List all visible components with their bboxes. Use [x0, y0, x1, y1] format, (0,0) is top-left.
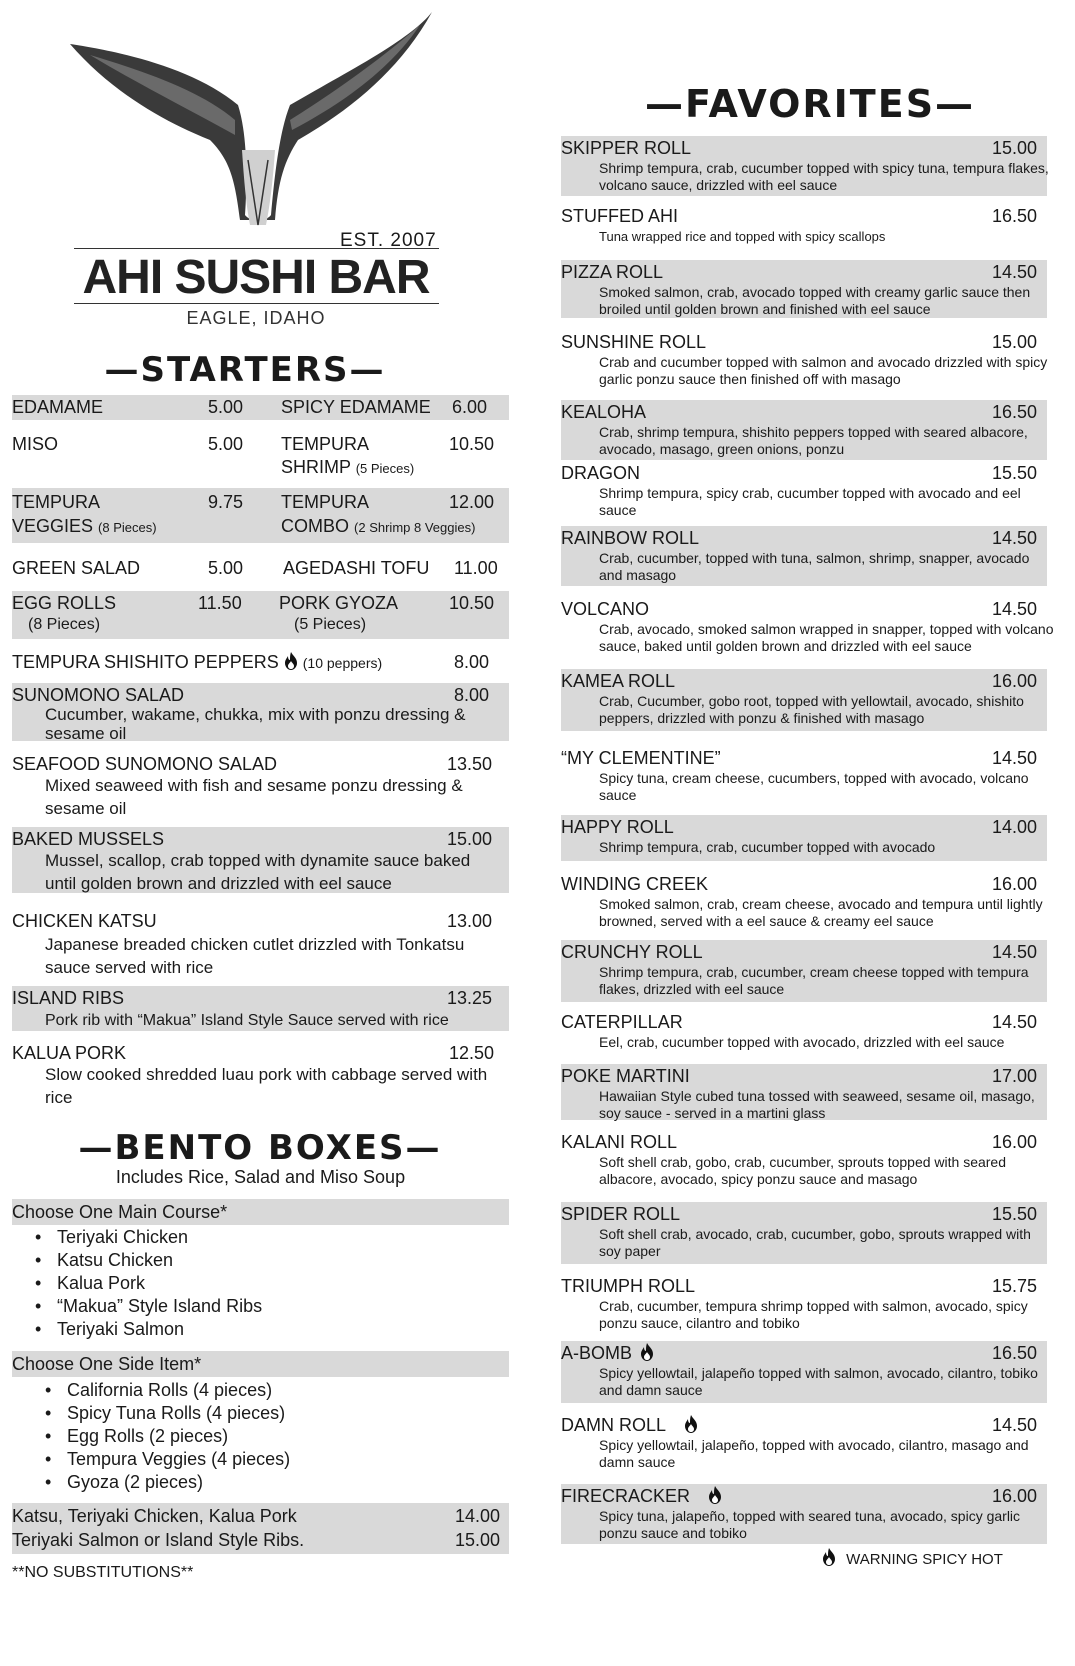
favorite-name [561, 599, 649, 620]
kalua-pork-desc: Slow cooked shredded luau pork with cabbage served with rice [45, 1065, 488, 1107]
bento-side-header [12, 1351, 509, 1377]
favorite-name [561, 1486, 722, 1507]
main-course-item: • Teriyaki Salmon [57, 1319, 184, 1340]
starter-row-tempura-veggies [12, 488, 509, 543]
main-course-header: Choose One Main Course* [12, 1202, 228, 1222]
favorite-item [561, 136, 1047, 196]
baked-mussels-name: BAKED MUSSELS [12, 829, 165, 849]
bento-price-label: Katsu, Teriyaki Chicken, Kalua Pork [12, 1506, 297, 1526]
restaurant-name: AHI SUSHI BAR [82, 251, 430, 304]
miso-price: 5.00 [208, 434, 244, 454]
baked-mussels-desc: Mussel, scallop, crab topped with dynamite sauce baked until golden brown and drizzled with eel sauce [45, 851, 471, 893]
favorite-name [561, 402, 646, 423]
starter-row-edamame [12, 395, 509, 420]
sunomono-name: SUNOMONO SALAD [12, 685, 185, 705]
favorite-item [561, 204, 1047, 248]
starter-row-chicken-katsu [12, 909, 509, 977]
kalua-pork-price: 12.50 [449, 1043, 495, 1063]
tempura-shrimp-note: (5 Pieces) [355, 461, 415, 476]
favorite-desc: Smoked salmon, crab, avocado topped with creamy garlic sauce then broiled until golden brown and finished with eel sauce [599, 284, 1031, 317]
starter-row-seafood-sunomono [12, 752, 509, 820]
sunomono-desc: Cucumber, wakame, chukka, mix with ponzu dressing & sesame oil [45, 705, 466, 743]
tempura-shrimp-name-2 [281, 457, 414, 478]
starters-heading: —STARTERS— [104, 350, 386, 390]
favorite-name [561, 1204, 680, 1225]
favorite-item [561, 872, 1047, 930]
pork-gyoza-name: PORK GYOZA [279, 593, 399, 613]
favorite-desc: Soft shell crab, avocado, crab, cucumber, gobo, sprouts wrapped with soy paper [599, 1226, 1031, 1259]
side-item: • Egg Rolls (2 pieces) [67, 1426, 228, 1447]
favorite-desc: Crab, cucumber, tempura shrimp topped with salmon, avocado, spicy ponzu sauce, cilantro and tobiko [599, 1298, 1028, 1331]
favorite-name [561, 262, 663, 283]
favorite-desc: Crab, shrimp tempura, shishito peppers topped with seared albacore, avocado, masago, green onions, ponzu [599, 424, 1028, 457]
tempura-veggies-note: (8 Pieces) [98, 520, 157, 535]
favorite-name-text: “MY CLEMENTINE” [561, 748, 721, 768]
favorite-desc: Eel, crab, cucumber topped with avocado, drizzled with eel sauce [599, 1034, 1005, 1050]
favorite-name [561, 748, 721, 769]
favorite-price: 16.00 [991, 671, 1037, 691]
favorite-desc: Spicy tuna, jalapeño, topped with seared tuna, avocado, spicy garlic ponzu sauce and tobiko [599, 1508, 1021, 1541]
seafood-sunomono-desc: Mixed seaweed with fish and sesame ponzu dressing & sesame oil [45, 776, 463, 818]
favorite-name [561, 1276, 695, 1297]
favorite-name [561, 874, 708, 895]
favorite-price: 14.50 [991, 262, 1037, 282]
starter-row-shishito [12, 650, 509, 675]
bento-price-box [12, 1503, 509, 1554]
tempura-veggies-price: 9.75 [208, 492, 244, 512]
favorite-name-text: KEALOHA [561, 402, 647, 422]
bento-price-label: Teriyaki Salmon or Island Style Ribs. [12, 1530, 305, 1550]
flame-icon [640, 1343, 654, 1361]
favorite-price: 15.50 [991, 463, 1037, 483]
side-item: • California Rolls (4 pieces) [67, 1380, 272, 1401]
favorite-desc: Crab and cucumber topped with salmon and avocado drizzled with spicy garlic ponzu sauce then finished off with masago [599, 354, 1048, 387]
favorite-name-text: CRUNCHY ROLL [561, 942, 703, 962]
favorite-price: 16.50 [991, 402, 1037, 422]
shishito-name: TEMPURA SHISHITO PEPPERS [12, 652, 279, 672]
restaurant-location: EAGLE, IDAHO [186, 308, 326, 328]
favorite-name-text: FIRECRACKER [561, 1486, 691, 1506]
seafood-sunomono-name: SEAFOOD SUNOMONO SALAD [12, 754, 278, 774]
favorite-name [561, 206, 678, 227]
favorite-name [561, 332, 706, 353]
tempura-veggies-name: TEMPURA [12, 492, 101, 512]
favorite-price: 14.50 [991, 942, 1037, 962]
tempura-shrimp-price: 10.50 [449, 434, 495, 454]
favorite-name-text: KALANI ROLL [561, 1132, 678, 1152]
favorite-item [561, 1064, 1047, 1120]
egg-rolls-price: 11.50 [198, 593, 242, 613]
favorite-price: 14.00 [991, 817, 1037, 837]
edamame-price: 5.00 [208, 397, 244, 417]
favorite-desc: Crab, cucumber, topped with tuna, salmon, shrimp, snapper, avocado and masago [599, 550, 1030, 583]
favorite-item [561, 330, 1047, 388]
favorite-desc: Hawaiian Style cubed tuna tossed with seaweed, sesame oil, masago, soy sauce - served in a martini glass [599, 1088, 1035, 1121]
main-course-item: • Kalua Pork [57, 1273, 145, 1294]
favorite-desc: Shrimp tempura, crab, cucumber topped with spicy tuna, tempura flakes, volcano sauce, drizzled with eel sauce [599, 160, 1049, 193]
favorite-desc: Soft shell crab, gobo, crab, cucumber, sprouts topped with seared albacore, avocado, spicy ponzu sauce and masago [599, 1154, 1007, 1187]
shishito-note: (10 peppers) [302, 655, 383, 671]
bento-subtitle: Includes Rice, Salad and Miso Soup [115, 1167, 406, 1187]
favorite-name-text: KAMEA ROLL [561, 671, 676, 691]
favorite-item [561, 1130, 1047, 1190]
side-item: • Gyoza (2 pieces) [67, 1472, 203, 1493]
shishito-name-wrap [12, 652, 382, 673]
spicy-edamame-price: 6.00 [452, 397, 488, 417]
favorite-name-text: HAPPY ROLL [561, 817, 674, 837]
flame-icon [822, 1548, 836, 1566]
favorite-name-text: POKE MARTINI [561, 1066, 690, 1086]
tempura-shrimp-word: SHRIMP [281, 457, 351, 477]
tempura-combo-word: COMBO [281, 516, 350, 536]
side-item: • Tempura Veggies (4 pieces) [67, 1449, 290, 1470]
favorite-name-text: PIZZA ROLL [561, 262, 664, 282]
pork-gyoza-note: (5 Pieces) [294, 616, 367, 633]
green-salad-name: GREEN SALAD [12, 558, 141, 578]
favorite-name-text: RAINBOW ROLL [561, 528, 700, 548]
egg-rolls-name: EGG ROLLS [12, 593, 117, 613]
agedashi-price: 11.00 [454, 558, 498, 578]
favorite-item [561, 1341, 1047, 1403]
shishito-price: 8.00 [454, 652, 490, 672]
starter-row-sunomono [12, 683, 509, 741]
miso-name: MISO [12, 434, 59, 454]
favorite-price: 14.50 [991, 599, 1037, 619]
tempura-combo-price: 12.00 [449, 492, 495, 512]
favorite-name-text: CATERPILLAR [561, 1012, 683, 1032]
favorite-name-text: DRAGON [561, 463, 641, 483]
favorite-name-text: WINDING CREEK [561, 874, 709, 894]
favorite-item [561, 940, 1047, 1002]
side-item: • Spicy Tuna Rolls (4 pieces) [67, 1403, 285, 1424]
favorite-desc: Tuna wrapped rice and topped with spicy scallops [599, 229, 886, 244]
tuna-tail-icon [70, 10, 455, 250]
favorite-item [561, 260, 1047, 318]
favorite-name-text: A-BOMB [561, 1343, 633, 1363]
main-course-item: • “Makua” Style Island Ribs [57, 1296, 262, 1317]
established-year: EST. 2007 [340, 230, 437, 251]
favorite-item [561, 400, 1047, 460]
pork-gyoza-price: 10.50 [449, 593, 495, 613]
flame-icon [708, 1486, 722, 1504]
favorite-price: 15.00 [991, 138, 1037, 158]
tempura-combo-note: (2 Shrimp 8 Veggies) [354, 520, 476, 535]
sunomono-price: 8.00 [454, 685, 490, 705]
tempura-combo-name: TEMPURA [281, 492, 370, 512]
spicy-warning [822, 1548, 1003, 1568]
favorite-item [561, 669, 1047, 731]
favorite-name [561, 1343, 654, 1364]
starter-row-island-ribs [12, 986, 509, 1031]
no-substitutions-note: **NO SUBSTITUTIONS** [12, 1564, 194, 1581]
tempura-combo-name-2 [281, 516, 475, 537]
kalua-pork-name: KALUA PORK [12, 1043, 127, 1063]
favorite-name-text: TRIUMPH ROLL [561, 1276, 696, 1296]
favorite-price: 15.75 [991, 1276, 1037, 1296]
starter-row-kalua-pork [12, 1041, 509, 1109]
favorite-name [561, 1132, 677, 1153]
starter-row-egg-rolls [12, 591, 509, 639]
favorite-item [561, 461, 1047, 518]
favorites-heading: —FAVORITES— [644, 82, 976, 126]
favorite-price: 16.50 [991, 1343, 1037, 1363]
favorite-item [561, 597, 1054, 663]
side-item-header: Choose One Side Item* [12, 1354, 202, 1374]
island-ribs-name: ISLAND RIBS [12, 988, 125, 1008]
favorite-name-text: SKIPPER ROLL [561, 138, 692, 158]
favorite-name [561, 942, 703, 963]
brand-rule-bottom [74, 303, 439, 304]
warning-text: WARNING SPICY HOT [846, 1551, 1003, 1568]
favorite-price: 14.50 [991, 528, 1037, 548]
favorite-name [561, 1012, 683, 1033]
favorite-desc: Crab, avocado, smoked salmon wrapped in snapper, topped with volcano sauce, baked until golden brown and drizzled with eel sauce [599, 621, 1054, 654]
chicken-katsu-desc: Japanese breaded chicken cutlet drizzled with Tonkatsu sauce served with rice [45, 935, 465, 977]
favorite-name [561, 1066, 690, 1087]
flame-icon [284, 652, 298, 670]
seafood-sunomono-price: 13.50 [447, 754, 493, 774]
favorite-name-text: SUNSHINE ROLL [561, 332, 707, 352]
favorite-price: 16.50 [991, 206, 1037, 226]
favorite-price: 16.00 [991, 874, 1037, 894]
favorite-name-text: SPIDER ROLL [561, 1204, 681, 1224]
starter-row-miso [12, 432, 509, 482]
favorite-name [561, 817, 674, 838]
favorite-item [561, 1484, 1047, 1544]
island-ribs-price: 13.25 [447, 988, 493, 1008]
favorite-item [561, 1413, 1047, 1469]
tempura-veggies-word: VEGGIES [12, 516, 94, 536]
favorite-item [561, 1202, 1047, 1264]
favorite-price: 14.50 [991, 1012, 1037, 1032]
favorite-name [561, 1415, 698, 1436]
tempura-shrimp-name: TEMPURA [281, 434, 370, 454]
chicken-katsu-price: 13.00 [447, 911, 493, 931]
egg-rolls-note: (8 Pieces) [28, 616, 101, 633]
favorite-name [561, 138, 691, 159]
favorite-item [561, 815, 1047, 861]
favorite-name [561, 528, 699, 549]
favorite-desc: Crab, Cucumber, gobo root, topped with yellowtail, avocado, shishito peppers, drizzled with ponzu & finished with masago [599, 693, 1024, 726]
favorite-desc: Smoked salmon, crab, cream cheese, avocado and tempura until lightly browned, served with a eel sauce & creamy eel sauce [599, 896, 1043, 929]
favorite-price: 15.00 [991, 332, 1037, 352]
bento-main-header [12, 1199, 509, 1225]
favorite-price: 15.50 [991, 1204, 1037, 1224]
favorite-name-text: STUFFED AHI [561, 206, 679, 226]
favorite-desc: Shrimp tempura, spicy crab, cucumber topped with avocado and eel sauce [599, 485, 1021, 518]
bento-price-value: 14.00 [455, 1506, 501, 1526]
favorite-price: 17.00 [991, 1066, 1037, 1086]
green-salad-price: 5.00 [208, 558, 244, 578]
baked-mussels-price: 15.00 [447, 829, 493, 849]
favorite-name [561, 463, 640, 484]
island-ribs-desc: Pork rib with “Makua” Island Style Sauce served with rice [45, 1012, 449, 1029]
bento-heading: —BENTO BOXES— [78, 1128, 442, 1168]
favorite-item [561, 746, 1047, 802]
favorite-item [561, 1274, 1047, 1334]
main-course-item: • Teriyaki Chicken [57, 1227, 188, 1248]
agedashi-name: AGEDASHI TOFU [283, 558, 430, 578]
favorite-price: 14.50 [991, 1415, 1037, 1435]
favorite-price: 14.50 [991, 748, 1037, 768]
favorite-name-text: VOLCANO [561, 599, 650, 619]
favorite-desc: Spicy yellowtail, jalapeño, topped with avocado, cilantro, masago and damn sauce [599, 1437, 1029, 1470]
tempura-veggies-name-2 [12, 516, 157, 537]
logo [70, 10, 455, 328]
favorite-desc: Spicy yellowtail, jalapeño topped with salmon, avocado, cilantro, tobiko and damn sauce [599, 1365, 1038, 1398]
main-course-item: • Katsu Chicken [57, 1250, 173, 1271]
favorite-item [561, 1010, 1047, 1056]
favorite-item [561, 526, 1047, 586]
bento-price-value: 15.00 [455, 1530, 501, 1550]
flame-icon [684, 1415, 698, 1433]
favorite-name-text: DAMN ROLL [561, 1415, 667, 1435]
starter-row-green-salad [12, 556, 509, 581]
favorite-name [561, 671, 675, 692]
favorite-desc: Shrimp tempura, crab, cucumber topped with avocado [599, 839, 936, 855]
starter-row-baked-mussels [12, 827, 509, 893]
favorite-desc: Spicy tuna, cream cheese, cucumbers, topped with avocado, volcano sauce [599, 770, 1029, 803]
edamame-name: EDAMAME [12, 397, 104, 417]
favorite-desc: Shrimp tempura, crab, cucumber, cream cheese topped with tempura flakes, drizzled with eel sauce [599, 964, 1029, 997]
favorite-price: 16.00 [991, 1486, 1037, 1506]
favorite-price: 16.00 [991, 1132, 1037, 1152]
brand-rule-top [74, 248, 439, 249]
chicken-katsu-name: CHICKEN KATSU [12, 911, 157, 931]
spicy-edamame-name: SPICY EDAMAME [281, 397, 431, 417]
